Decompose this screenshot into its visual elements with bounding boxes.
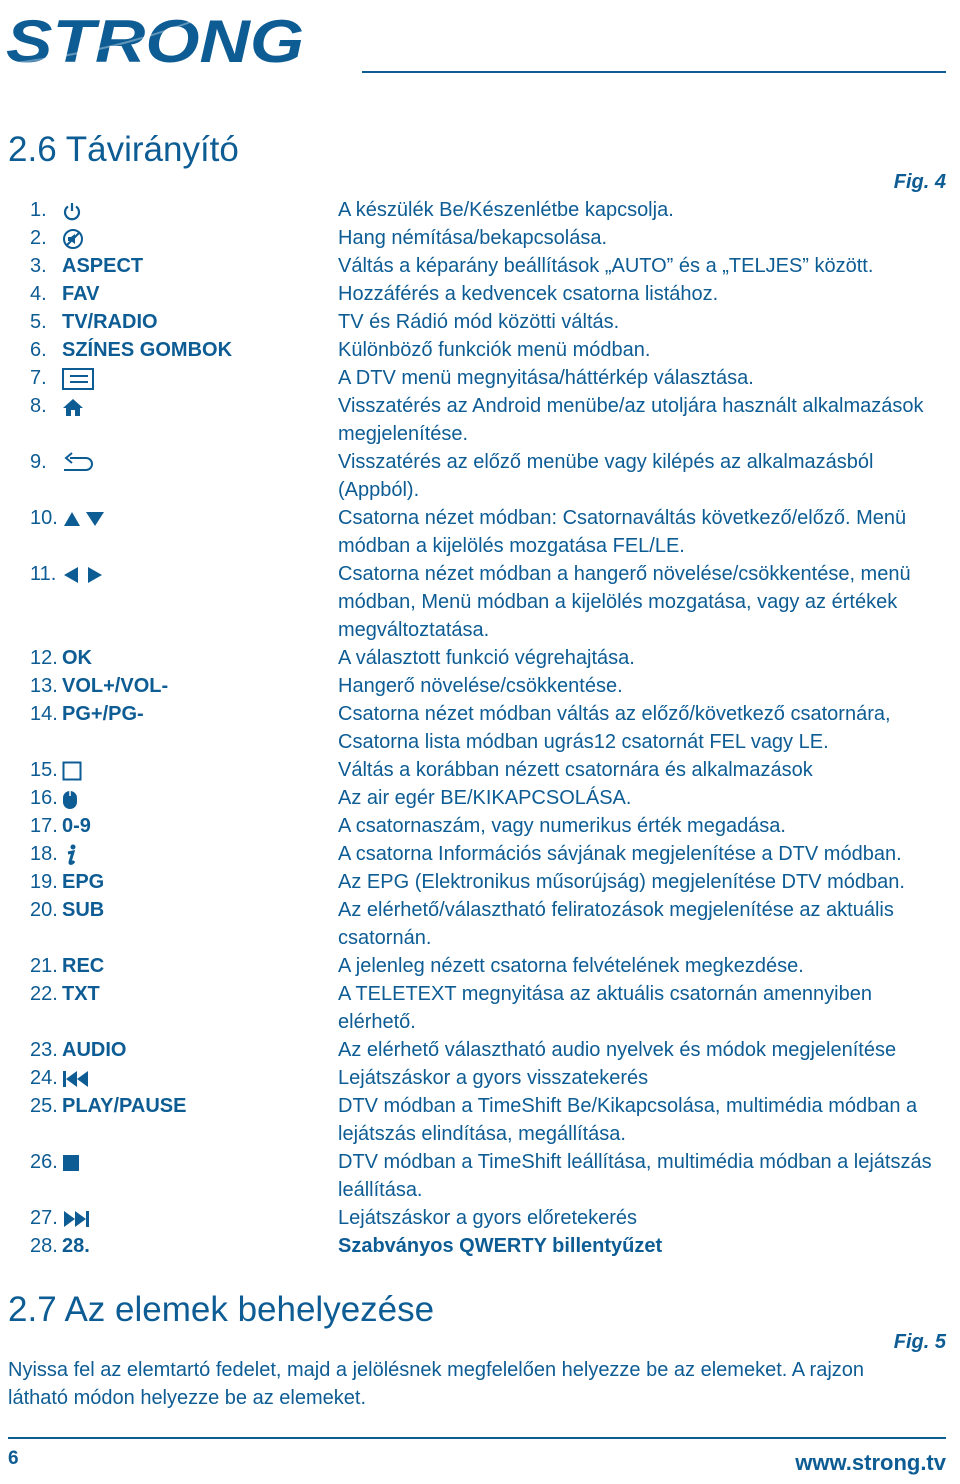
key-description: Visszatérés az Android menübe/az utoljára használt alkalmazások megjelenítése. bbox=[338, 395, 924, 445]
up-down-arrows-icon bbox=[62, 510, 106, 528]
key-name bbox=[62, 644, 338, 672]
key-description: A jelenleg nézett csatorna felvételének megkezdése. bbox=[338, 955, 804, 977]
key-name bbox=[62, 280, 338, 308]
key-name bbox=[62, 364, 338, 392]
key-name bbox=[62, 700, 338, 756]
key-description: A választott funkció végrehajtása. bbox=[338, 647, 635, 669]
key-description: A készülék Be/Készenlétbe kapcsolja. bbox=[338, 199, 674, 221]
key-name bbox=[62, 448, 338, 504]
section-title-remote: 2.6 Távirányító bbox=[8, 130, 239, 169]
key-description: Visszatérés az előző menübe vagy kilépés az alkalmazásból (Appból). bbox=[338, 451, 874, 501]
key-name bbox=[62, 224, 338, 252]
figure-label-5: Fig. 5 bbox=[893, 1331, 946, 1353]
list-item bbox=[30, 308, 946, 336]
key-name bbox=[62, 308, 338, 336]
list-item bbox=[30, 392, 946, 448]
item-number: 11. bbox=[30, 563, 57, 585]
key-label: AUDIO bbox=[62, 1039, 127, 1061]
key-description: DTV módban a TimeShift Be/Kikapcsolása, multimédia módban a lejátszás elindítása, megállítása. bbox=[338, 1095, 918, 1145]
left-right-arrows-icon bbox=[62, 566, 106, 584]
item-number: 16. bbox=[30, 787, 58, 809]
key-label: EPG bbox=[62, 871, 105, 893]
key-description: Az elérhető választható audio nyelvek és módok megjelenítése bbox=[338, 1039, 897, 1061]
item-number: 4. bbox=[30, 283, 47, 305]
key-description: Váltás a korábban nézett csatornára és alkalmazások bbox=[338, 759, 813, 781]
key-description: Szabványos QWERTY billentyűzet bbox=[338, 1235, 663, 1257]
strong-logo bbox=[6, 8, 310, 68]
website-link[interactable]: www.strong.tv bbox=[795, 1450, 946, 1475]
section-title-batteries: 2.7 Az elemek behelyezése bbox=[8, 1290, 435, 1329]
list-item bbox=[30, 784, 946, 812]
key-name bbox=[62, 1204, 338, 1232]
key-name bbox=[62, 336, 338, 364]
key-description: Különböző funkciók menü módban. bbox=[338, 339, 651, 361]
key-description: Az EPG (Elektronikus műsorújság) megjelenítése DTV módban. bbox=[338, 871, 905, 893]
key-name bbox=[62, 1148, 338, 1204]
key-name bbox=[62, 1064, 338, 1092]
key-name bbox=[62, 1036, 338, 1064]
item-number: 27. bbox=[30, 1207, 58, 1229]
mouse-icon bbox=[62, 788, 78, 810]
list-item bbox=[30, 448, 946, 504]
list-item bbox=[30, 1204, 946, 1232]
key-description: Hozzáférés a kedvencek csatorna listához. bbox=[338, 283, 719, 305]
key-name bbox=[62, 504, 338, 560]
page-number: 6 bbox=[8, 1448, 19, 1469]
battery-instructions: Nyissa fel az elemtartó fedelet, majd a jelölésnek megfelelően helyezze be az elemeket. A rajzon látható módon helyezze be az elemeket. bbox=[8, 1359, 865, 1409]
rewind-icon bbox=[62, 1070, 90, 1088]
fast-forward-icon bbox=[62, 1210, 90, 1228]
item-number: 13. bbox=[30, 675, 58, 697]
key-label: VOL+/VOL- bbox=[62, 675, 169, 697]
power-icon bbox=[62, 201, 82, 221]
list-item bbox=[30, 700, 946, 756]
key-label: PG+/PG- bbox=[62, 703, 144, 725]
key-description: A TELETEXT megnyitása az aktuális csatornán amennyiben elérhető. bbox=[338, 983, 872, 1033]
list-item bbox=[30, 504, 946, 560]
key-label: ASPECT bbox=[62, 255, 144, 277]
key-description: Csatorna nézet módban a hangerő növelése/csökkentése, menü módban, Menü módban a kijelölés mozgatása, vagy az értékek megváltoztatása. bbox=[338, 563, 911, 641]
item-number: 12. bbox=[30, 647, 58, 669]
key-label: PLAY/PAUSE bbox=[62, 1095, 187, 1117]
item-number: 1. bbox=[30, 199, 47, 221]
list-item bbox=[30, 1064, 946, 1092]
list-item bbox=[30, 672, 946, 700]
key-name bbox=[62, 784, 338, 812]
remote-control-key-list bbox=[30, 196, 946, 1260]
key-label: 28. bbox=[62, 1235, 90, 1257]
key-description: Az elérhető/választható feliratozások megjelenítése az aktuális csatornán. bbox=[338, 899, 894, 949]
item-number: 2. bbox=[30, 227, 47, 249]
key-label: TV/RADIO bbox=[62, 311, 158, 333]
footer-rule bbox=[8, 1437, 946, 1439]
square-outline-icon bbox=[62, 761, 82, 781]
list-item bbox=[30, 644, 946, 672]
key-label: SUB bbox=[62, 899, 105, 921]
key-description: A DTV menü megnyitása/háttérkép választása. bbox=[338, 367, 754, 389]
list-item bbox=[30, 980, 946, 1036]
item-number: 23. bbox=[30, 1039, 58, 1061]
item-number: 17. bbox=[30, 815, 58, 837]
figure-label-4: Fig. 4 bbox=[893, 171, 946, 193]
key-name bbox=[62, 252, 338, 280]
key-name bbox=[62, 980, 338, 1036]
list-item bbox=[30, 196, 946, 224]
list-item bbox=[30, 224, 946, 252]
key-label: REC bbox=[62, 955, 105, 977]
list-item bbox=[30, 896, 946, 952]
back-icon bbox=[62, 452, 94, 474]
key-description: Lejátszáskor a gyors visszatekerés bbox=[338, 1067, 649, 1089]
key-description: Váltás a képarány beállítások „AUTO” és a „TELJES” között. bbox=[338, 255, 874, 277]
item-number: 20. bbox=[30, 899, 58, 921]
key-description: Hang némítása/bekapcsolása. bbox=[338, 227, 608, 249]
key-label: 0-9 bbox=[62, 815, 91, 837]
list-item bbox=[30, 1232, 946, 1260]
menu-icon bbox=[62, 368, 94, 390]
key-description: TV és Rádió mód közötti váltás. bbox=[338, 311, 620, 333]
key-description: Lejátszáskor a gyors előretekerés bbox=[338, 1207, 638, 1229]
mute-icon bbox=[62, 228, 84, 250]
item-number: 6. bbox=[30, 339, 47, 361]
item-number: 19. bbox=[30, 871, 58, 893]
item-number: 8. bbox=[30, 395, 47, 417]
item-number: 15. bbox=[30, 759, 58, 781]
list-item bbox=[30, 812, 946, 840]
list-item bbox=[30, 756, 946, 784]
key-name bbox=[62, 392, 338, 448]
key-name bbox=[62, 840, 338, 868]
list-item bbox=[30, 252, 946, 280]
key-name bbox=[62, 812, 338, 840]
item-number: 9. bbox=[30, 451, 47, 473]
stop-icon bbox=[62, 1154, 80, 1172]
list-item bbox=[30, 1036, 946, 1064]
item-number: 7. bbox=[30, 367, 47, 389]
list-item bbox=[30, 336, 946, 364]
key-description: A csatornaszám, vagy numerikus érték megadása. bbox=[338, 815, 786, 837]
key-label: SZÍNES GOMBOK bbox=[62, 339, 233, 361]
key-name bbox=[62, 756, 338, 784]
item-number: 18. bbox=[30, 843, 58, 865]
key-description: Csatorna nézet módban: Csatornaváltás következő/előző. Menü módban a kijelölés mozgatása FEL/LE. bbox=[338, 507, 907, 557]
item-number: 3. bbox=[30, 255, 47, 277]
list-item bbox=[30, 840, 946, 868]
key-name bbox=[62, 560, 338, 644]
key-label: TXT bbox=[62, 983, 100, 1005]
key-name bbox=[62, 868, 338, 896]
key-description: Hangerő növelése/csökkentése. bbox=[338, 675, 623, 697]
list-item bbox=[30, 364, 946, 392]
item-number: 28. bbox=[30, 1235, 58, 1257]
list-item bbox=[30, 560, 946, 644]
item-number: 10. bbox=[30, 507, 58, 529]
item-number: 14. bbox=[30, 703, 58, 725]
item-number: 21. bbox=[30, 955, 58, 977]
list-item bbox=[30, 952, 946, 980]
home-icon bbox=[62, 397, 84, 417]
key-name bbox=[62, 952, 338, 980]
info-icon bbox=[62, 844, 78, 866]
key-label: FAV bbox=[62, 283, 100, 305]
key-description: DTV módban a TimeShift leállítása, multimédia módban a lejátszás leállítása. bbox=[338, 1151, 932, 1201]
key-name bbox=[62, 672, 338, 700]
key-name bbox=[62, 1092, 338, 1148]
list-item bbox=[30, 1092, 946, 1148]
logo-text: STRONG bbox=[6, 8, 304, 68]
key-description: Az air egér BE/KIKAPCSOLÁSA. bbox=[338, 787, 632, 809]
item-number: 22. bbox=[30, 983, 58, 1005]
item-number: 26. bbox=[30, 1151, 58, 1173]
key-name bbox=[62, 896, 338, 952]
list-item bbox=[30, 280, 946, 308]
key-description: Csatorna nézet módban váltás az előző/következő csatornára, Csatorna lista módban ugrás12 csatornát FEL vagy LE. bbox=[338, 703, 891, 753]
item-number: 24. bbox=[30, 1067, 58, 1089]
key-name bbox=[62, 1232, 338, 1260]
key-name bbox=[62, 196, 338, 224]
list-item bbox=[30, 868, 946, 896]
item-number: 5. bbox=[30, 311, 47, 333]
key-label: OK bbox=[62, 647, 92, 669]
item-number: 25. bbox=[30, 1095, 58, 1117]
header-rule bbox=[362, 71, 946, 73]
list-item bbox=[30, 1148, 946, 1204]
key-description: A csatorna Információs sávjának megjelenítése a DTV módban. bbox=[338, 843, 902, 865]
